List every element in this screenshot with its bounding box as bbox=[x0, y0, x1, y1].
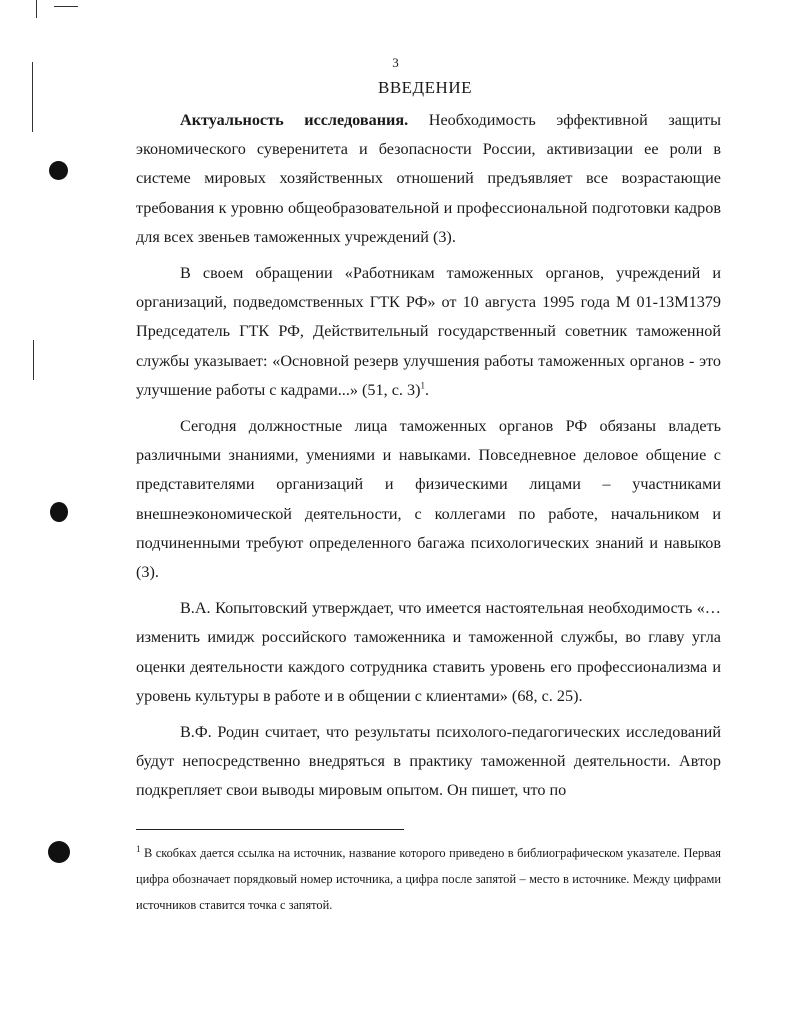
paragraph-text: В.А. Копытовский утверждает, что имеется настоятельная необходимость «… изменить имидж российского таможенника и таможенной службы, во главу угла оценки деятельности каждого сотрудника ставить уровень его профессионализма и уровень культуры в работе и в общении с клиентами» (68, с. 25). bbox=[136, 599, 721, 705]
paragraph-kopytovsky bbox=[136, 594, 721, 711]
footnote-text-block bbox=[136, 840, 721, 918]
main-text bbox=[136, 106, 721, 813]
scan-edge-mark bbox=[54, 6, 78, 7]
footnote-text: В скобках дается ссылка на источник, название которого приведено в библиографическом указателе. Первая цифра обозначает порядковый номер источника, а цифра после запятой – место в источнике. Между цифрами источников ставится точка с запятой. bbox=[136, 846, 721, 912]
punch-hole-bottom bbox=[48, 841, 70, 863]
page-number: 3 bbox=[392, 55, 399, 70]
paragraph-appeal bbox=[136, 259, 721, 405]
paragraph-text: Необходимость эффективной защиты экономического суверенитета и безопасности России, активизации ее роли в системе мировых хозяйственных отношений предъявляет все возрастающие требования к уровню общеобразовательной и профессиональной подготовки кадров для всех звеньев таможенных учреждений (3). bbox=[136, 111, 721, 246]
footnote bbox=[136, 840, 721, 918]
paragraph-rodin bbox=[136, 718, 721, 806]
paragraph-text: В своем обращении «Работникам таможенных органов, учреждений и организаций, подведомственных ГТК РФ» от 10 августа 1995 года М 01-13М1379 Председатель ГТК РФ, Действительный государственный советник таможенной службы указывает: «Основной резерв улучшения работы таможенных органов - это улучшение работы с кадрами...» (51, с. 3) bbox=[136, 264, 721, 399]
footnote-divider bbox=[136, 829, 404, 830]
scan-edge-mark bbox=[33, 340, 34, 380]
punch-hole-top bbox=[49, 161, 68, 180]
paragraph-text: В.Ф. Родин считает, что результаты психолого-педагогических исследований будут непосредственно внедряться в практику таможенной деятельности. Автор подкрепляет свои выводы мировым опытом. Он пишет, что по bbox=[136, 723, 721, 800]
paragraph-relevance bbox=[136, 106, 721, 252]
footnote-reference: 1 bbox=[420, 380, 425, 391]
punch-hole-middle bbox=[50, 502, 68, 522]
paragraph-text: Сегодня должностные лица таможенных органов РФ обязаны владеть различными знаниями, умениями и навыками. Повседневное деловое общение с представителями организаций и физическими лицами – участниками внешнеэкономической деятельности, с коллегами по работе, начальником и подчиненными требуют определенного багажа психологических знаний и навыков (3). bbox=[136, 417, 721, 582]
page-title: ВВЕДЕНИЕ bbox=[378, 78, 472, 97]
scan-edge-mark bbox=[36, 0, 37, 18]
footnote-marker: 1 bbox=[136, 843, 141, 854]
paragraph-officials bbox=[136, 412, 721, 587]
paragraph-text-end: . bbox=[424, 380, 430, 399]
paragraph-lead: Актуальность исследования. bbox=[180, 111, 409, 129]
